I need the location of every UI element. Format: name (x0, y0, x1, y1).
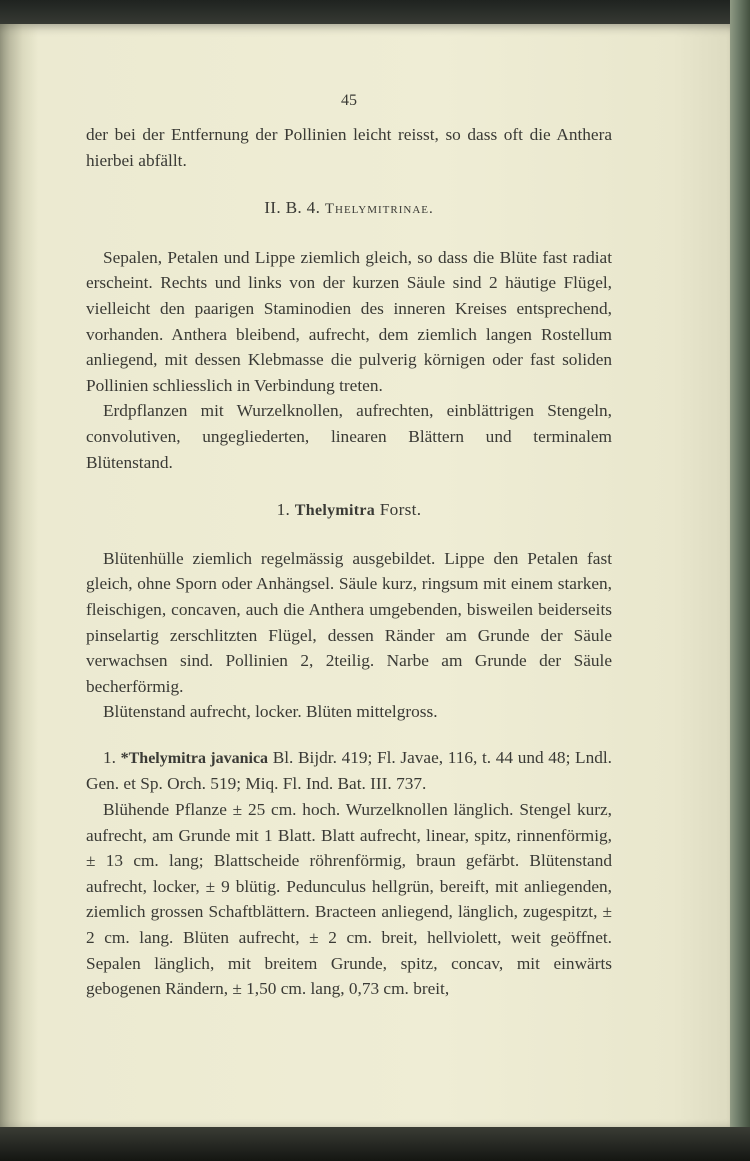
genus-heading (86, 497, 612, 524)
paragraph-habit: Erdpflanzen mit Wurzelknollen, aufrechten, einblättrigen Stengeln, convolutiven, ungegliederten, linearen Blättern und terminalem Blütenstand. (86, 401, 612, 472)
species-name: *Thelymitra javanica (120, 749, 269, 767)
book-binding-edge (730, 0, 750, 1161)
paragraph-description: Sepalen, Petalen und Lippe ziemlich gleich, so dass die Blüte fast radiat erscheint. Rechts und links von der kurzen Säule sind 2 häutige Flügel, vielleicht den paarigen Staminodien des inneren Kreises entsprechend, vorhanden. Anthera bleibend, aufrecht, dem ziemlich langen Rostellum anliegend, mit dessen Klebmasse die pulverig körnigen oder fast soliden Pollinien schliesslich in Verbindung treten. (86, 247, 612, 395)
page-gutter-shadow (0, 24, 38, 1132)
page-text-block (86, 88, 612, 1002)
paragraph-species-description: Blühende Pflanze ± 25 cm. hoch. Wurzelknollen länglich. Stengel kurz, aufrecht, am Grunde mit 1 Blatt. Blatt aufrecht, linear, spitz, rinnenförmig, ± 13 cm. lang; Blattscheide röhrenförmig, braun gefärbt. Blütenstand aufrecht, locker, ± 9 blütig. Pedunculus hellgrün, bereift, mit anliegenden, ziemlich grossen Schaftblättern. Bracteen anliegend, länglich, zugespitzt, ± 2 cm. lang. Blüten aufrecht, ± 2 cm. breit, hellviolett, weit geöffnet. Sepalen länglich, mit breitem Grunde, spitz, concav, mit einwärts gebogenen Rändern, ± 1,50 cm. lang, 0,73 cm. breit, (86, 800, 612, 999)
genus-author: Forst. (375, 500, 422, 520)
book-bottom-edge (0, 1127, 750, 1161)
genus-name: Thelymitra (294, 502, 376, 520)
section-number: II. B. 4. (264, 198, 325, 218)
section-title: Thelymitrinae. (324, 201, 434, 218)
paragraph-inflorescence: Blütenstand aufrecht, locker. Blüten mittelgross. (103, 702, 438, 722)
page-number: 45 (341, 92, 357, 109)
section-heading-thelymitrinae (86, 195, 612, 223)
genus-number: 1. (276, 500, 295, 520)
paragraph-genus-description: Blütenhülle ziemlich regelmässig ausgebildet. Lippe den Petalen fast gleich, ohne Sporn oder Anhängsel. Säule kurz, ringsum mit einem starken, fleischigen, concaven, auch die Anthera umgebenden, bisweilen beiderseits pinselartig zerschlitzten Flügel, dessen Ränder am Grunde der Säule verwachsen sind. Pollinien 2, 2teilig. Narbe am Grunde der Säule becherförmig. (86, 548, 612, 696)
species-entry (86, 745, 612, 797)
species-number: 1. (103, 747, 121, 767)
species-references: Bl. Bijdr. 419; Fl. Javae, 116, t. 44 und 48; Lndl. Gen. et Sp. Orch. 519; Miq. Fl. Ind. Bat. III. 737. (86, 747, 612, 794)
paragraph-continuation: der bei der Entfernung der Pollinien leicht reisst, so dass oft die Anthera hierbei abfällt. (86, 125, 612, 170)
